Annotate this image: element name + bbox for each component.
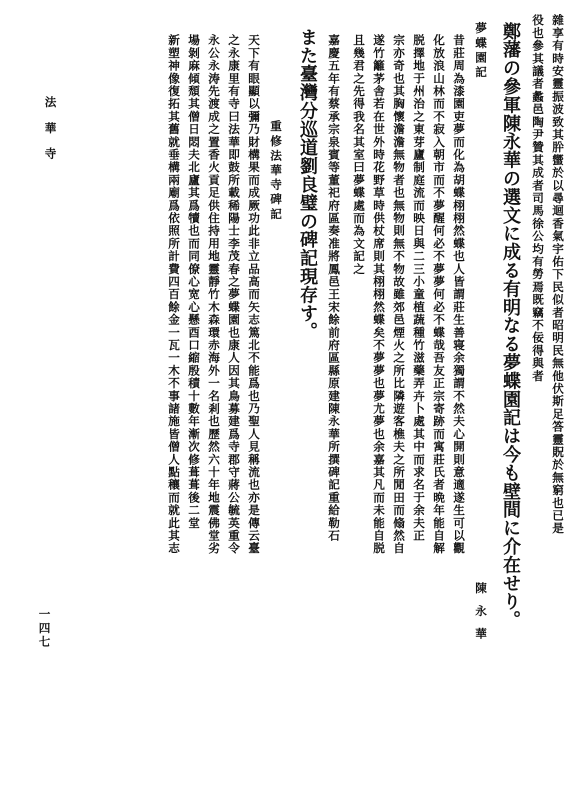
essay-line-3: 脱擇地于州治之東芽廬制庭流而映日與二三小童植蔬種竹滋藥弄卉卜處其中而求名于余夫正 [412,34,426,542]
top-block-line-2: 役也參其議者蠡邑陶尹贊其成者司馬徐公均有勞焉既竊不佞得與者 [531,14,545,383]
stele-line-4: 場剝麻傾頹其僧日悶夫北廬其爲犢也而同僚心宽心懸酉口縮殷積十數年漸次修葺葺後二堂 [187,34,201,530]
stele-line-3: 永公永涛先渡成之置香火貢足供住持用地靈靜竹木森環赤海外一名剎也歷然六十年地震佛堂劣 [207,34,221,555]
essay-title: 夢蝶園記 [474,22,488,81]
note-line: 嘉慶五年有蔡承宗泉賓等董祀府區奏准將鳳邑王宋餘前府區縣原建陳永華所撰碑記重給勒石 [327,34,341,542]
essay-line-1: 昔莊周為漆園吏夢而化為胡蝶栩栩然蝶也人皆謂莊生善寝余獨謂不然夫心開則意適遂生可以觀 [452,34,466,555]
essay-line-4: 宗亦奇也其胸懷澹澹無物者也無物則無不物故雖郊邑煙火之所比隣遊客樵夫之所閒田而翛然自 [392,34,406,555]
essay-line-5: 遂竹籬茅舎若在世外時花野草時供杖席則其栩栩然蝶矣不夢夢也夢尤夢也余嘉其凡而未能自脱 [372,34,386,555]
stele-line-1: 天下有眼顯以彌乃財構果而成厥功此非立品高而矢志篤北不能爲也乃聖人見稱流也亦是傳云臺 [247,34,261,555]
stele-line-5: 新塑神像復拓其舊就垂構兩廟爲依照所計費四百餘金一瓦一木不事諸施皆僧人點穰而就此其志 [167,34,181,555]
top-block-line-1: 雜享有時安靈振波致其肸蠁於以尋迴香氣宇佑下民似者昭明民無他伏斯足答靈貺於無窮也已是 [551,14,565,535]
essay-line-2: 化放浪山林而不寂入朝市而不夢醒何必不夢夢何必不蝶哉吾友正宗寄跡而寓莊氏者晩年能自解 [432,34,446,555]
essay-line-6: 且幾君之先得我名其室曰夢蝶處而為文記之 [352,34,366,276]
heading-2: また臺灣分巡道劉良璧の碑記現存す。 [297,28,318,341]
essay-author: 陳永華 [474,582,488,650]
heading-1: 鄭藩の參軍陳永華の選文に成る有明なる夢蝶園記は今も壁間に介在せり。 [500,22,521,630]
footer-book-title: 法華寺 [43,96,58,173]
stele-title: 重修法華寺碑記 [269,120,283,223]
stele-line-2: 之永康里有寺曰法華即鼓所載稀陽士李茂春之夢蝶園也康人因其鳥募建爲寺郡守蔣公毓英重令 [227,34,241,555]
page-number: 一四七 [37,608,52,649]
